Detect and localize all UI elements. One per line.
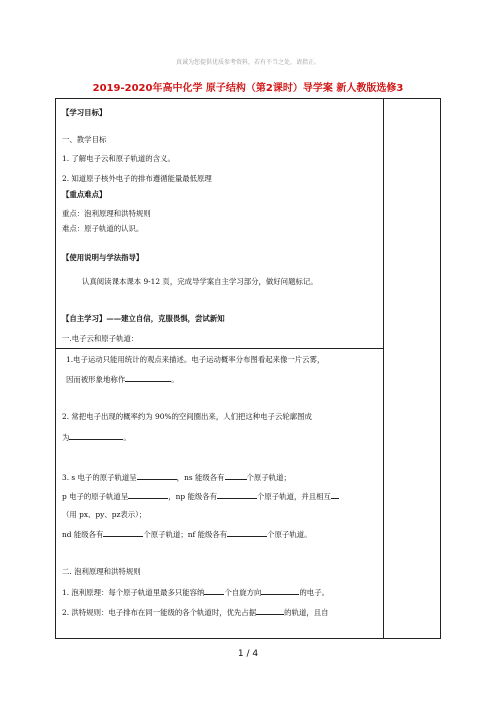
worksheet-table: [55, 98, 441, 639]
rule-2: [62, 607, 329, 617]
question-1-line-2: [66, 374, 179, 384]
question-3-line-4: [62, 529, 312, 539]
rule-2-text-a: 2. 洪特规则：电子排布在同一能级的各个轨道时，优先占据: [62, 608, 257, 617]
key-points-header: 【重点难点】: [62, 190, 107, 199]
question-2-line-2: [62, 432, 131, 442]
section-rule: [56, 348, 383, 349]
question-2-prefix: 为: [62, 433, 70, 442]
answer-blank: [137, 472, 177, 480]
goals-header: 【学习目标】: [62, 108, 107, 117]
column-divider: [383, 99, 384, 638]
q3-text-b1: p 电子的原子轨道呈: [62, 492, 129, 501]
document-title: 2019-2020年高中化学 原子结构（第2课时）导学案 新人教版选修3: [92, 83, 404, 94]
q3-text-b2: ，np 能级各有: [168, 492, 218, 501]
question-1-prefix: 因而被形象地称作: [66, 375, 126, 384]
q3-text-d2: 个原子轨道；nf 能级各有: [143, 530, 228, 539]
question-3-line-2: [62, 491, 339, 501]
question-2-line-1: 2. 常把电子出现的概率约为 90%的空间圈出来，人们把这种电子云轮廓图成: [62, 412, 312, 421]
answer-blank: [256, 607, 284, 615]
question-1-suffix: 。: [171, 375, 179, 384]
rule-1: [62, 587, 329, 597]
rule-1-text-c: 的电子。: [299, 588, 329, 597]
q3-text-b3: 个原子轨道，并且相互: [257, 492, 331, 501]
answer-blank: [227, 529, 267, 537]
goal-item-2: 2. 知道原子核外电子的排布遵循能量最低原理: [62, 174, 212, 183]
q3-text-a3: 个原子轨道；: [246, 473, 291, 482]
goal-item-1: 1. 了解电子云和原子轨道的含义。: [62, 154, 175, 163]
q3-text-a1: 3. s 电子的原子轨道呈: [62, 473, 137, 482]
question-2-suffix: 。: [123, 433, 131, 442]
answer-blank: [204, 587, 224, 595]
answer-blank: [69, 432, 123, 440]
rule-2-text-b: 的轨道，且自: [284, 608, 329, 617]
page-number: 1 / 4: [237, 649, 259, 659]
answer-blank: [261, 587, 299, 595]
answer-blank: [217, 491, 257, 499]
key-point: 重点：泡利原理和洪特规则: [62, 209, 151, 218]
part1-title: 一.电子云和原子轨道：: [62, 334, 139, 343]
q3-text-d3: 个原子轨道。: [267, 530, 312, 539]
question-3-line-1: [62, 472, 291, 482]
usage-header: 【使用说明与学法指导】: [62, 253, 144, 262]
question-3-line-3: （用 px、py、pz表示）；: [62, 510, 147, 519]
usage-text: 认真阅读课本课本 9-12 页，完成导学案自主学习部分，做好问题标记。: [82, 277, 318, 286]
answer-blank: [103, 529, 143, 537]
rule-1-text-a: 1. 泡利原理：每个原子轨道里最多只能容纳: [62, 588, 205, 597]
part2-title: 二. 泡利原理和洪特规则: [62, 567, 141, 576]
difficult-point: 难点：原子轨道的认识。: [62, 224, 144, 233]
header-watermark: 真诚为您提供优质参考资料，若有不当之处，请指正。: [175, 59, 320, 66]
answer-blank: [125, 374, 171, 382]
question-1-line-1: 1.电子运动只能用统计的观点来描述。电子运动概率分布图看起来像一片云雾，: [66, 355, 325, 364]
answer-blank: [331, 491, 339, 499]
rule-1-text-b: 个自旋方向: [224, 588, 262, 597]
q3-text-a2: ，ns 能级各有: [176, 473, 225, 482]
answer-blank: [128, 491, 168, 499]
answer-blank: [225, 472, 247, 480]
self-study-header: 【自主学习】——建立自信，克服畏惧，尝试新知: [62, 314, 225, 323]
teaching-goal: 一、教学目标: [62, 135, 107, 144]
q3-text-d1: nd 能级各有: [62, 530, 104, 539]
